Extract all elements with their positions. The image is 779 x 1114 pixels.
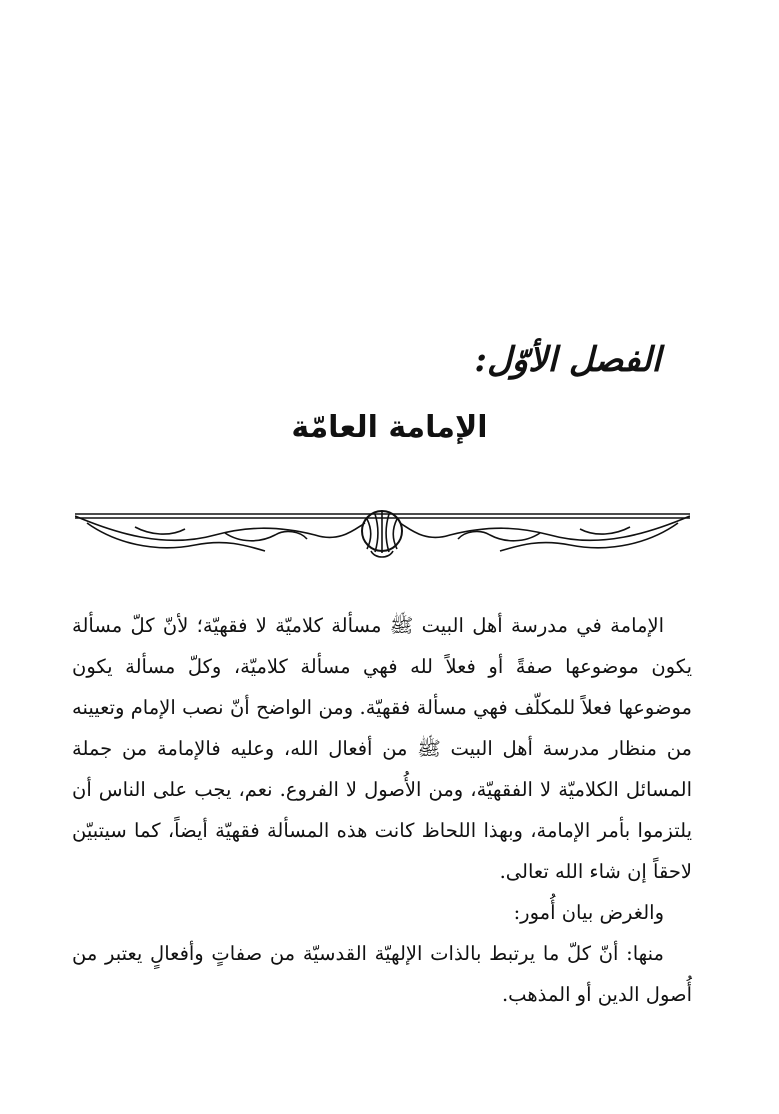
chapter-label: الفصل الأوّل: [474, 340, 661, 380]
paragraph-2: والغرض بيان أُمور: [513, 901, 664, 924]
chapter-title: الإمامة العامّة [291, 410, 488, 445]
paragraph-3: منها: أنّ كلّ ما يرتبط بالذات الإلهيّة القدسيّة من صفاتٍ وأفعالٍ يعتبر من أُصول الدين أو المذهب. [72, 942, 692, 1006]
body-text [72, 605, 692, 1015]
ornament-divider [75, 505, 690, 561]
paragraph-1: الإمامة في مدرسة أهل البيت ﷺ مسألة كلاميّة لا فقهيّة؛ لأنّ كلّ مسألة يكون موضوعها صفةً أو فعلاً لله فهي مسألة كلاميّة، وكلّ مسألة يكون موضوعها فعلاً للمكلّف فهي مسألة فقهيّة. ومن الواضح أنّ نصب الإمام وتعيينه من منظار مدرسة أهل البيت ﷺ من أفعال الله، وعليه فالإمامة من جملة المسائل الكلاميّة لا الفقهيّة، ومن الأُصول لا الفروع. نعم، يجب على الناس أن يلتزموا بأمر الإمامة، وبهذا اللحاظ كانت هذه المسألة فقهيّة أيضاً، كما سيتبيّن لاحقاً إن شاء الله تعالى. [72, 614, 692, 883]
